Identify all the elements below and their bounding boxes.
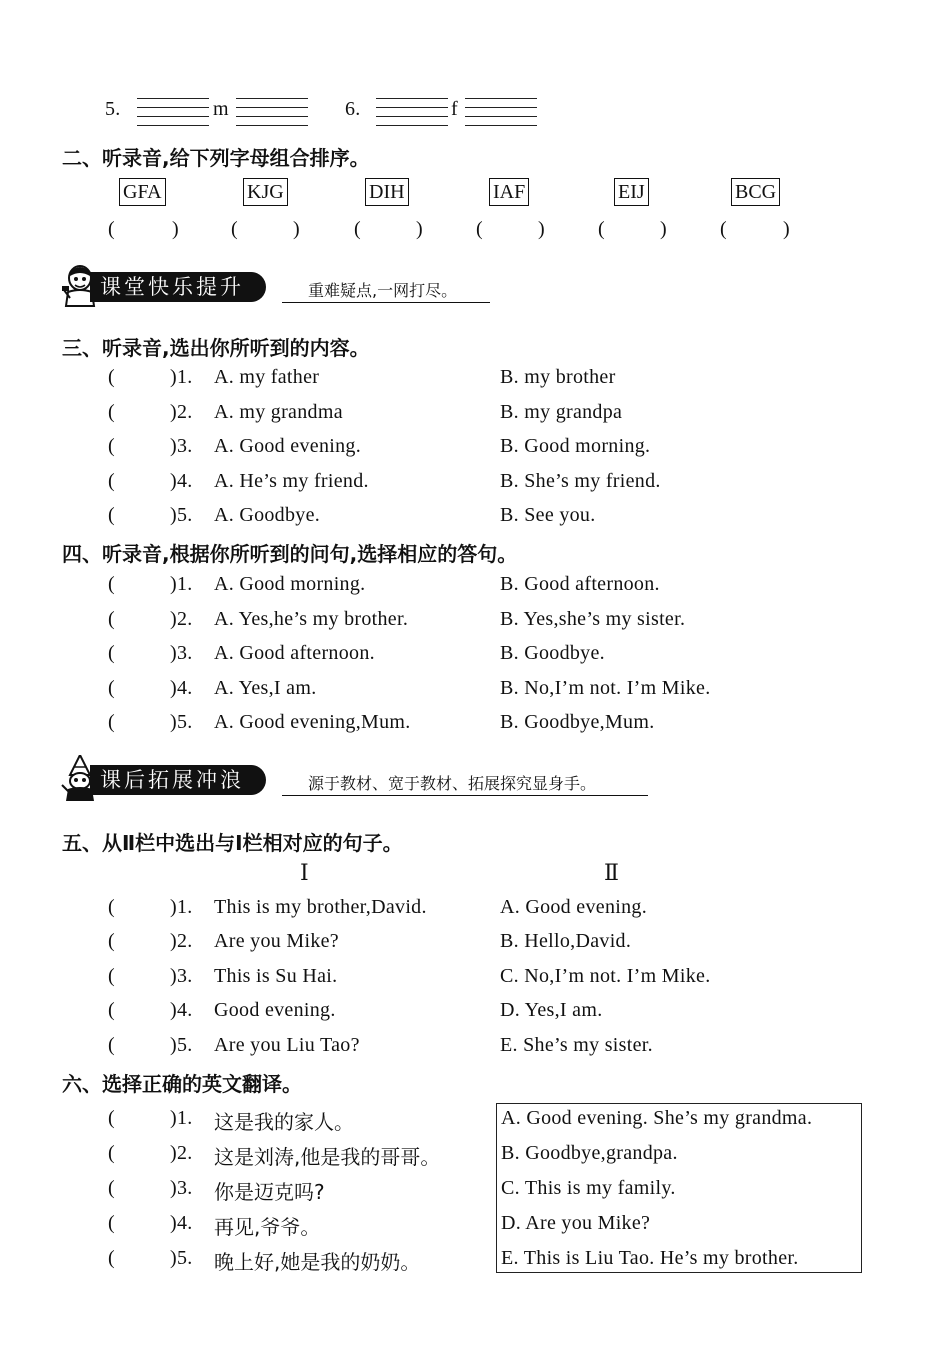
section-6-heading: 六、选择正确的英文翻译。 xyxy=(62,1072,302,1096)
writing-lines[interactable] xyxy=(376,96,448,126)
question-number: )1. xyxy=(170,896,193,918)
answer-paren[interactable]: ( xyxy=(108,366,115,388)
option-b: B. See you. xyxy=(500,504,596,526)
answer-paren[interactable]: ( xyxy=(108,608,115,630)
answer-paren[interactable]: ( xyxy=(108,401,115,423)
option-b: B. my grandpa xyxy=(500,401,623,423)
writing-lines[interactable] xyxy=(465,96,537,126)
banner-subtitle: 源于教材、宽于教材、拓展探究显身手。 xyxy=(308,774,597,793)
option-a: A. Good morning. xyxy=(214,573,366,595)
answer-paren[interactable]: ( xyxy=(108,1107,115,1129)
question-number: )2. xyxy=(170,401,193,423)
column-2-label: Ⅱ xyxy=(604,860,620,885)
open-paren[interactable]: ( xyxy=(231,218,238,240)
question-number: )2. xyxy=(170,930,193,952)
open-paren[interactable]: ( xyxy=(598,218,605,240)
question-number: )5. xyxy=(170,504,193,526)
column-1-label: Ⅰ xyxy=(300,860,309,885)
writing-lines[interactable] xyxy=(137,96,209,126)
question-number: )3. xyxy=(170,965,193,987)
section-2-heading: 二、听录音,给下列字母组合排序。 xyxy=(62,146,370,170)
option-a: A. my grandma xyxy=(214,401,343,423)
english-option: E. This is Liu Tao. He’s my brother. xyxy=(501,1247,799,1269)
question-number: )1. xyxy=(170,366,193,388)
banner-title: 课后拓展冲浪 xyxy=(90,765,266,795)
section-banner-1 xyxy=(60,262,500,306)
open-paren[interactable]: ( xyxy=(720,218,727,240)
letter-box: EIJ xyxy=(614,178,649,206)
answer-paren[interactable]: ( xyxy=(108,711,115,733)
letter-box: BCG xyxy=(731,178,780,206)
english-option: B. Goodbye,grandpa. xyxy=(501,1142,678,1164)
option-b: B. Yes,she’s my sister. xyxy=(500,608,686,630)
question-number: )5. xyxy=(170,1247,193,1269)
question-number: )3. xyxy=(170,435,193,457)
banner-title: 课堂快乐提升 xyxy=(90,272,266,302)
question-number: )1. xyxy=(170,573,193,595)
letter-box: GFA xyxy=(119,178,166,206)
open-paren[interactable]: ( xyxy=(476,218,483,240)
section-3-heading: 三、听录音,选出你所听到的内容。 xyxy=(62,336,370,360)
column-2-sentence: D. Yes,I am. xyxy=(500,999,603,1021)
question-number: )4. xyxy=(170,470,193,492)
option-a: A. He’s my friend. xyxy=(214,470,369,492)
section-4-heading: 四、听录音,根据你所听到的问句,选择相应的答句。 xyxy=(62,542,518,566)
english-option: C. This is my family. xyxy=(501,1177,676,1199)
option-a: A. Goodbye. xyxy=(214,504,321,526)
option-b: B. Good morning. xyxy=(500,435,651,457)
english-option: A. Good evening. She’s my grandma. xyxy=(501,1107,813,1129)
banner-subtitle: 重难疑点,一网打尽。 xyxy=(308,281,458,300)
open-paren[interactable]: ( xyxy=(108,218,115,240)
close-paren[interactable]: ) xyxy=(538,218,545,240)
answer-paren[interactable]: ( xyxy=(108,1034,115,1056)
option-b: B. She’s my friend. xyxy=(500,470,661,492)
close-paren[interactable]: ) xyxy=(293,218,300,240)
option-b: B. No,I’m not. I’m Mike. xyxy=(500,677,711,699)
banner-underline xyxy=(282,795,648,796)
column-2-sentence: B. Hello,David. xyxy=(500,930,632,952)
answer-paren[interactable]: ( xyxy=(108,999,115,1021)
item-number: 5. xyxy=(105,98,121,120)
answer-paren[interactable]: ( xyxy=(108,435,115,457)
column-1-sentence: This is Su Hai. xyxy=(214,965,338,987)
chinese-sentence: 这是我的家人。 xyxy=(214,1110,354,1134)
question-number: )1. xyxy=(170,1107,193,1129)
answer-paren[interactable]: ( xyxy=(108,677,115,699)
banner-underline xyxy=(282,302,490,303)
option-a: A. Yes,he’s my brother. xyxy=(214,608,409,630)
close-paren[interactable]: ) xyxy=(783,218,790,240)
question-number: )5. xyxy=(170,1034,193,1056)
column-2-sentence: E. She’s my sister. xyxy=(500,1034,653,1056)
answer-paren[interactable]: ( xyxy=(108,965,115,987)
item-number: 6. xyxy=(345,98,361,120)
answer-paren[interactable]: ( xyxy=(108,1212,115,1234)
chinese-sentence: 你是迈克吗? xyxy=(214,1180,325,1204)
question-number: )5. xyxy=(170,711,193,733)
answer-paren[interactable]: ( xyxy=(108,896,115,918)
chinese-sentence: 这是刘涛,他是我的哥哥。 xyxy=(214,1145,441,1169)
question-number: )3. xyxy=(170,642,193,664)
column-2-sentence: A. Good evening. xyxy=(500,896,647,918)
answer-paren[interactable]: ( xyxy=(108,930,115,952)
question-number: )4. xyxy=(170,1212,193,1234)
option-a: A. Good evening. xyxy=(214,435,361,457)
question-number: )3. xyxy=(170,1177,193,1199)
question-number: )2. xyxy=(170,1142,193,1164)
chinese-sentence: 再见,爷爷。 xyxy=(214,1215,321,1239)
answer-paren[interactable]: ( xyxy=(108,470,115,492)
section-banner-2 xyxy=(60,755,660,799)
given-letter: f xyxy=(451,98,458,120)
answer-paren[interactable]: ( xyxy=(108,1177,115,1199)
section-5-heading: 五、从Ⅱ栏中选出与Ⅰ栏相对应的句子。 xyxy=(62,831,403,855)
close-paren[interactable]: ) xyxy=(416,218,423,240)
column-2-sentence: C. No,I’m not. I’m Mike. xyxy=(500,965,711,987)
answer-paren[interactable]: ( xyxy=(108,1247,115,1269)
question-number: )4. xyxy=(170,999,193,1021)
writing-lines[interactable] xyxy=(236,96,308,126)
letter-box: DIH xyxy=(365,178,409,206)
question-number: )4. xyxy=(170,677,193,699)
option-a: A. my father xyxy=(214,366,320,388)
column-1-sentence: This is my brother,David. xyxy=(214,896,427,918)
answer-paren[interactable]: ( xyxy=(108,504,115,526)
option-a: A. Good afternoon. xyxy=(214,642,375,664)
column-1-sentence: Are you Liu Tao? xyxy=(214,1034,360,1056)
option-b: B. Good afternoon. xyxy=(500,573,660,595)
letter-box: KJG xyxy=(243,178,288,206)
open-paren[interactable]: ( xyxy=(354,218,361,240)
column-1-sentence: Are you Mike? xyxy=(214,930,339,952)
answer-paren[interactable]: ( xyxy=(108,642,115,664)
answer-paren[interactable]: ( xyxy=(108,573,115,595)
chinese-sentence: 晚上好,她是我的奶奶。 xyxy=(214,1250,421,1274)
option-b: B. Goodbye,Mum. xyxy=(500,711,655,733)
option-a: A. Good evening,Mum. xyxy=(214,711,411,733)
question-number: )2. xyxy=(170,608,193,630)
close-paren[interactable]: ) xyxy=(660,218,667,240)
given-letter: m xyxy=(213,98,229,120)
answer-paren[interactable]: ( xyxy=(108,1142,115,1164)
option-b: B. Goodbye. xyxy=(500,642,605,664)
option-b: B. my brother xyxy=(500,366,616,388)
english-option: D. Are you Mike? xyxy=(501,1212,651,1234)
close-paren[interactable]: ) xyxy=(172,218,179,240)
column-1-sentence: Good evening. xyxy=(214,999,336,1021)
option-a: A. Yes,I am. xyxy=(214,677,317,699)
letter-box: IAF xyxy=(489,178,529,206)
